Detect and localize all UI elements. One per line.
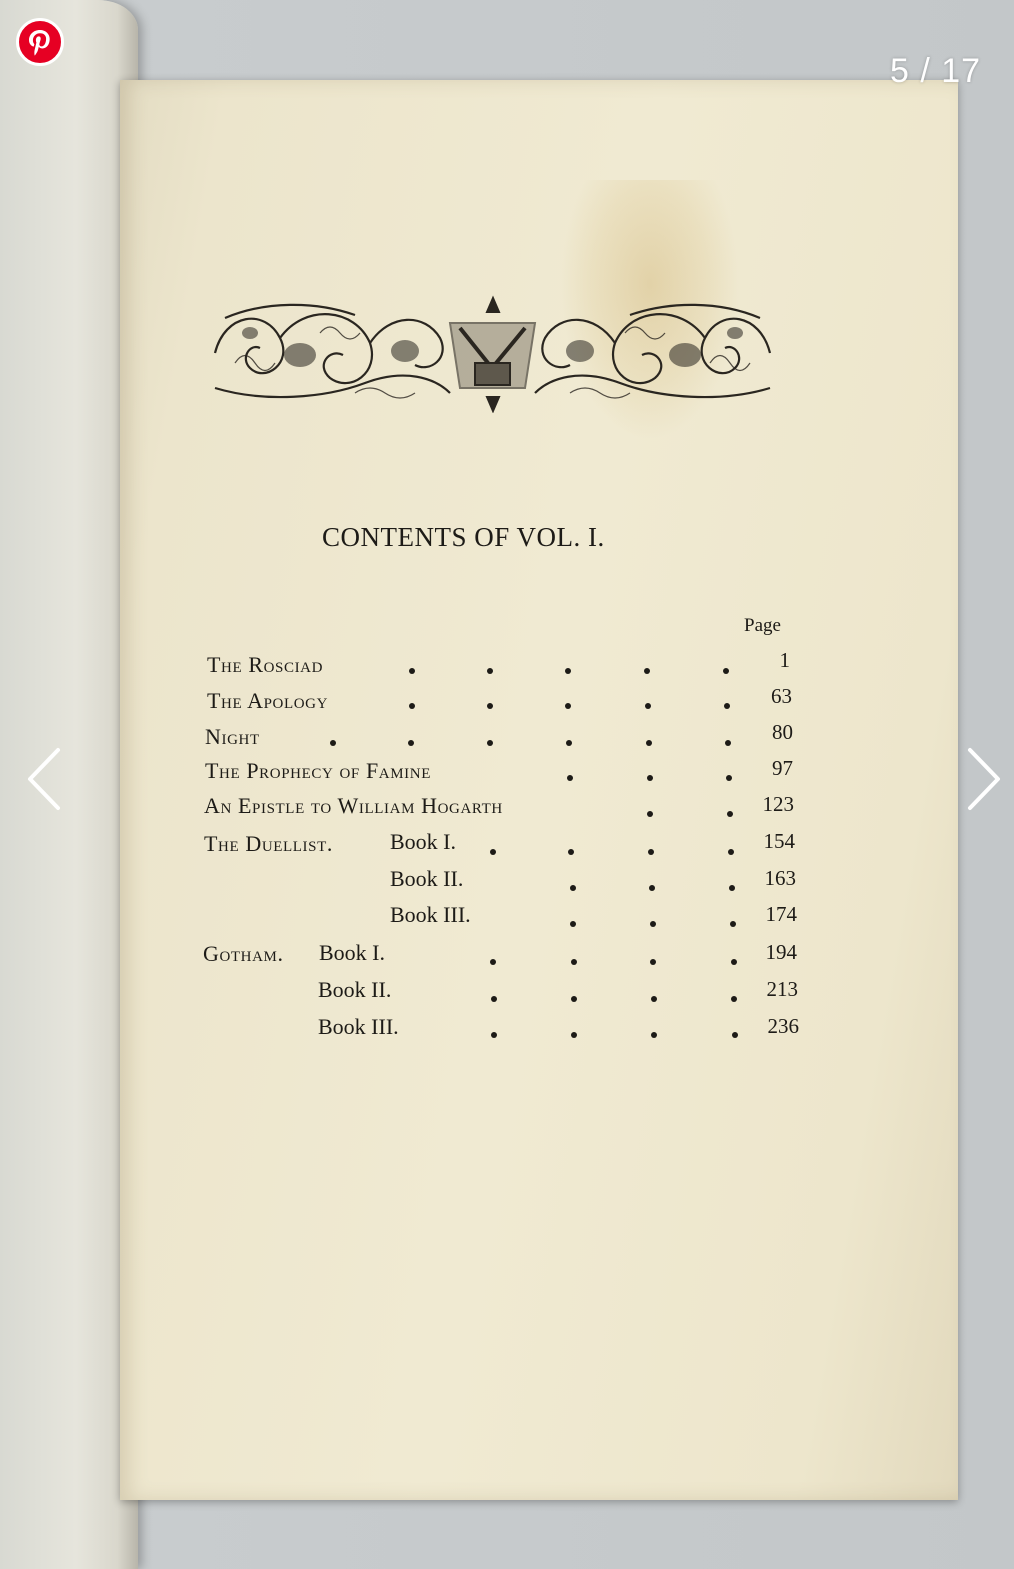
toc-entry-book: Book III. — [318, 1014, 399, 1039]
leader-dot — [644, 668, 650, 674]
leader-dot — [724, 703, 730, 709]
toc-entry-title: The Rosciad — [207, 652, 324, 677]
toc-entry-page: 194 — [765, 940, 797, 964]
toc-entry-page: 63 — [771, 684, 792, 708]
leader-dot — [647, 811, 653, 817]
leader-dot — [730, 921, 736, 927]
toc-entry-title: The Duellist. — [204, 831, 333, 856]
toc-entry-title: Gotham. — [203, 941, 284, 966]
leader-dot — [571, 1032, 577, 1038]
leader-dot — [650, 921, 656, 927]
leader-dot — [566, 740, 572, 746]
leader-dot — [723, 668, 729, 674]
leader-dot — [728, 849, 734, 855]
toc-entry-title: The Prophecy of Famine — [205, 758, 431, 783]
leader-dot — [726, 775, 732, 781]
leader-dot — [647, 775, 653, 781]
leader-dot — [725, 740, 731, 746]
leader-dot — [646, 740, 652, 746]
leader-dot — [409, 668, 415, 674]
leader-dot — [571, 996, 577, 1002]
leader-dot — [565, 668, 571, 674]
toc-entry-book: Book II. — [318, 977, 392, 1002]
leader-dot — [487, 740, 493, 746]
toc-entry-book: Book I. — [319, 940, 385, 965]
toc-entry-page: 236 — [767, 1014, 799, 1038]
toc-entry-page: 163 — [764, 866, 796, 890]
leader-dot — [651, 1032, 657, 1038]
toc-entry-book: Book III. — [390, 902, 471, 927]
leader-dot — [571, 959, 577, 965]
toc-entry-page: 123 — [762, 792, 794, 816]
leader-dot — [727, 811, 733, 817]
leader-dot — [409, 703, 415, 709]
toc-entry-title: The Apology — [207, 688, 329, 713]
toc-entry-page: 174 — [765, 902, 797, 926]
leader-dot — [330, 740, 336, 746]
leader-dot — [487, 668, 493, 674]
leader-dot — [648, 849, 654, 855]
leader-dot — [490, 849, 496, 855]
leader-dot — [731, 996, 737, 1002]
leader-dot — [729, 885, 735, 891]
contents-heading: CONTENTS OF VOL. I. — [322, 522, 605, 552]
toc-entry-book: Book II. — [390, 866, 464, 891]
toc-entry-page: 80 — [772, 720, 793, 744]
leader-dot — [487, 703, 493, 709]
leader-dot — [408, 740, 414, 746]
leader-dot — [651, 996, 657, 1002]
toc-entry-title: An Epistle to William Hogarth — [204, 793, 503, 818]
leader-dot — [649, 885, 655, 891]
image-counter: 5 / 17 — [890, 52, 982, 90]
leader-dot — [645, 703, 651, 709]
leader-dot — [731, 959, 737, 965]
toc-entry-page: 154 — [763, 829, 795, 853]
leader-dot — [568, 849, 574, 855]
leader-dot — [567, 775, 573, 781]
leader-dot — [491, 996, 497, 1002]
toc-entry-book: Book I. — [390, 829, 456, 854]
leader-dot — [732, 1032, 738, 1038]
toc-entry-page: 97 — [772, 756, 793, 780]
leader-dot — [650, 959, 656, 965]
toc-entry-page: 1 — [779, 648, 790, 672]
leader-dot — [565, 703, 571, 709]
leader-dot — [570, 921, 576, 927]
leader-dot — [491, 1032, 497, 1038]
leader-dot — [490, 959, 496, 965]
toc-entry-page: 213 — [766, 977, 798, 1001]
leader-dot — [570, 885, 576, 891]
page-column-label: Page — [744, 615, 781, 636]
toc-entry-title: Night — [205, 724, 260, 749]
